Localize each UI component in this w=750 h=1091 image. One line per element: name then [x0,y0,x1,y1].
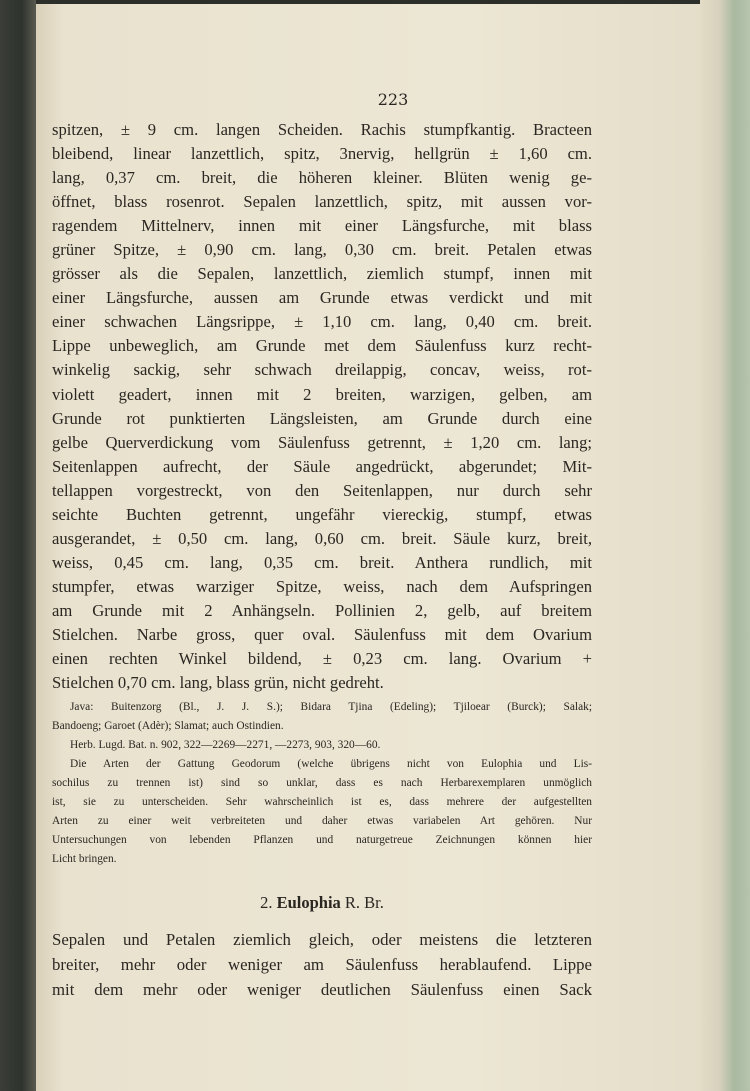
book-gutter [0,0,36,1091]
text-line: mit dem mehr oder weniger deutlichen Säulenfuss einen Sack [52,980,592,1000]
text-line: Grunde rot punktierten Längsleisten, am Grunde durch eine [52,408,592,428]
text-line: lang, 0,37 cm. breit, die höheren kleiner. Blüten wenig ge- [52,168,592,188]
text-line: grösser als die Sepalen, lanzettlich, ziemlich stumpf, innen mit [52,264,592,284]
text-line: violett geadert, innen mit 2 breiten, warzigen, gelben, am [52,384,592,404]
text-line: Stielchen 0,70 cm. lang, blass grün, nicht gedreht. [52,673,384,693]
note-line: sochilus zu trennen ist) sind so unklar, dass es nach Herbarexemplaren unmöglich [52,777,592,790]
text-line: Stielchen. Narbe gross, quer oval. Säulenfuss mit dem Ovarium [52,624,592,644]
text-line: Sepalen und Petalen ziemlich gleich, oder meistens die letzteren [52,930,592,950]
text-line: Lippe unbeweglich, am Grunde met dem Säulenfuss kurz recht- [52,336,592,356]
species-description [52,118,592,695]
section-author: R. Br. [344,893,384,913]
text-line: tellappen vorgestreckt, von den Seitenlappen, nur durch sehr [52,480,592,500]
text-line: stumpfer, etwas warziger Spitze, weiss, nach dem Aufspringen [52,576,592,596]
text-line: bleibend, linear lanzettlich, spitz, 3nervig, hellgrün ± 1,60 cm. [52,144,592,164]
note-line: Licht bringen. [52,853,117,866]
page-edge-shadow [700,0,750,1091]
text-line: seichte Buchten getrennt, ungefähr viereckig, stumpf, etwas [52,504,592,524]
text-line: ragendem Mittelnerv, innen mit einer Längsfurche, mit blass [52,216,592,236]
text-line: winkelig sackig, sehr schwach dreilappig, concav, weiss, rot- [52,360,592,380]
genus-description [52,927,592,1002]
section-number: 2. [260,893,273,913]
specimen-notes [52,698,592,869]
page-number: 223 [377,90,409,109]
note-line: Java: Buitenzorg (Bl., J. J. S.); Bidara Tjina (Edeling); Tjiloear (Burck); Salak; [70,701,592,714]
note-line: Bandoeng; Garoet (Adèr); Slamat; auch Ostindien. [52,720,284,733]
text-line: breiter, mehr oder weniger am Säulenfuss herablaufend. Lippe [52,955,592,975]
text-line: einer Längsfurche, aussen am Grunde etwas verdickt und mit [52,288,592,308]
note-line: Die Arten der Gattung Geodorum (welche übrigens nicht von Eulophia und Lis- [70,758,592,771]
note-line: Arten zu einer weit verbreiteten und daher etwas variabelen Art gehören. Nur [52,815,592,828]
note-line: Untersuchungen von lebenden Pflanzen und naturgetreue Zeichnungen können hier [52,834,592,847]
text-line: einer schwachen Längsrippe, ± 1,10 cm. lang, 0,40 cm. breit. [52,312,592,332]
text-line: weiss, 0,45 cm. lang, 0,35 cm. breit. Anthera rundlich, mit [52,552,592,572]
text-line: am Grunde mit 2 Anhängseln. Pollinien 2, gelb, auf breitem [52,600,592,620]
text-line: öffnet, blass rosenrot. Sepalen lanzettlich, spitz, mit aussen vor- [52,192,592,212]
text-line: gelbe Querverdickung vom Säulenfuss getrennt, ± 1,20 cm. lang; [52,432,592,452]
text-line: ausgerandet, ± 0,50 cm. lang, 0,60 cm. breit. Säule kurz, breit, [52,528,592,548]
text-line: einen rechten Winkel bildend, ± 0,23 cm. lang. Ovarium + [52,649,592,669]
page-body [52,118,592,1002]
text-line: spitzen, ± 9 cm. langen Scheiden. Rachis stumpfkantig. Bracteen [52,120,592,139]
note-line: ist, sie zu unterscheiden. Sehr wahrscheinlich ist es, dass mehrere der aufgestellten [52,796,592,809]
text-line: Seitenlappen aufrecht, der Säule angedrückt, abgerundet; Mit- [52,456,592,476]
note-line: Herb. Lugd. Bat. n. 902, 322—2269—2271, —2273, 903, 320—60. [70,739,381,752]
section-heading [52,893,592,913]
section-genus: Eulophia [276,893,341,913]
text-line: grüner Spitze, ± 0,90 cm. lang, 0,30 cm. breit. Petalen etwas [52,240,592,260]
